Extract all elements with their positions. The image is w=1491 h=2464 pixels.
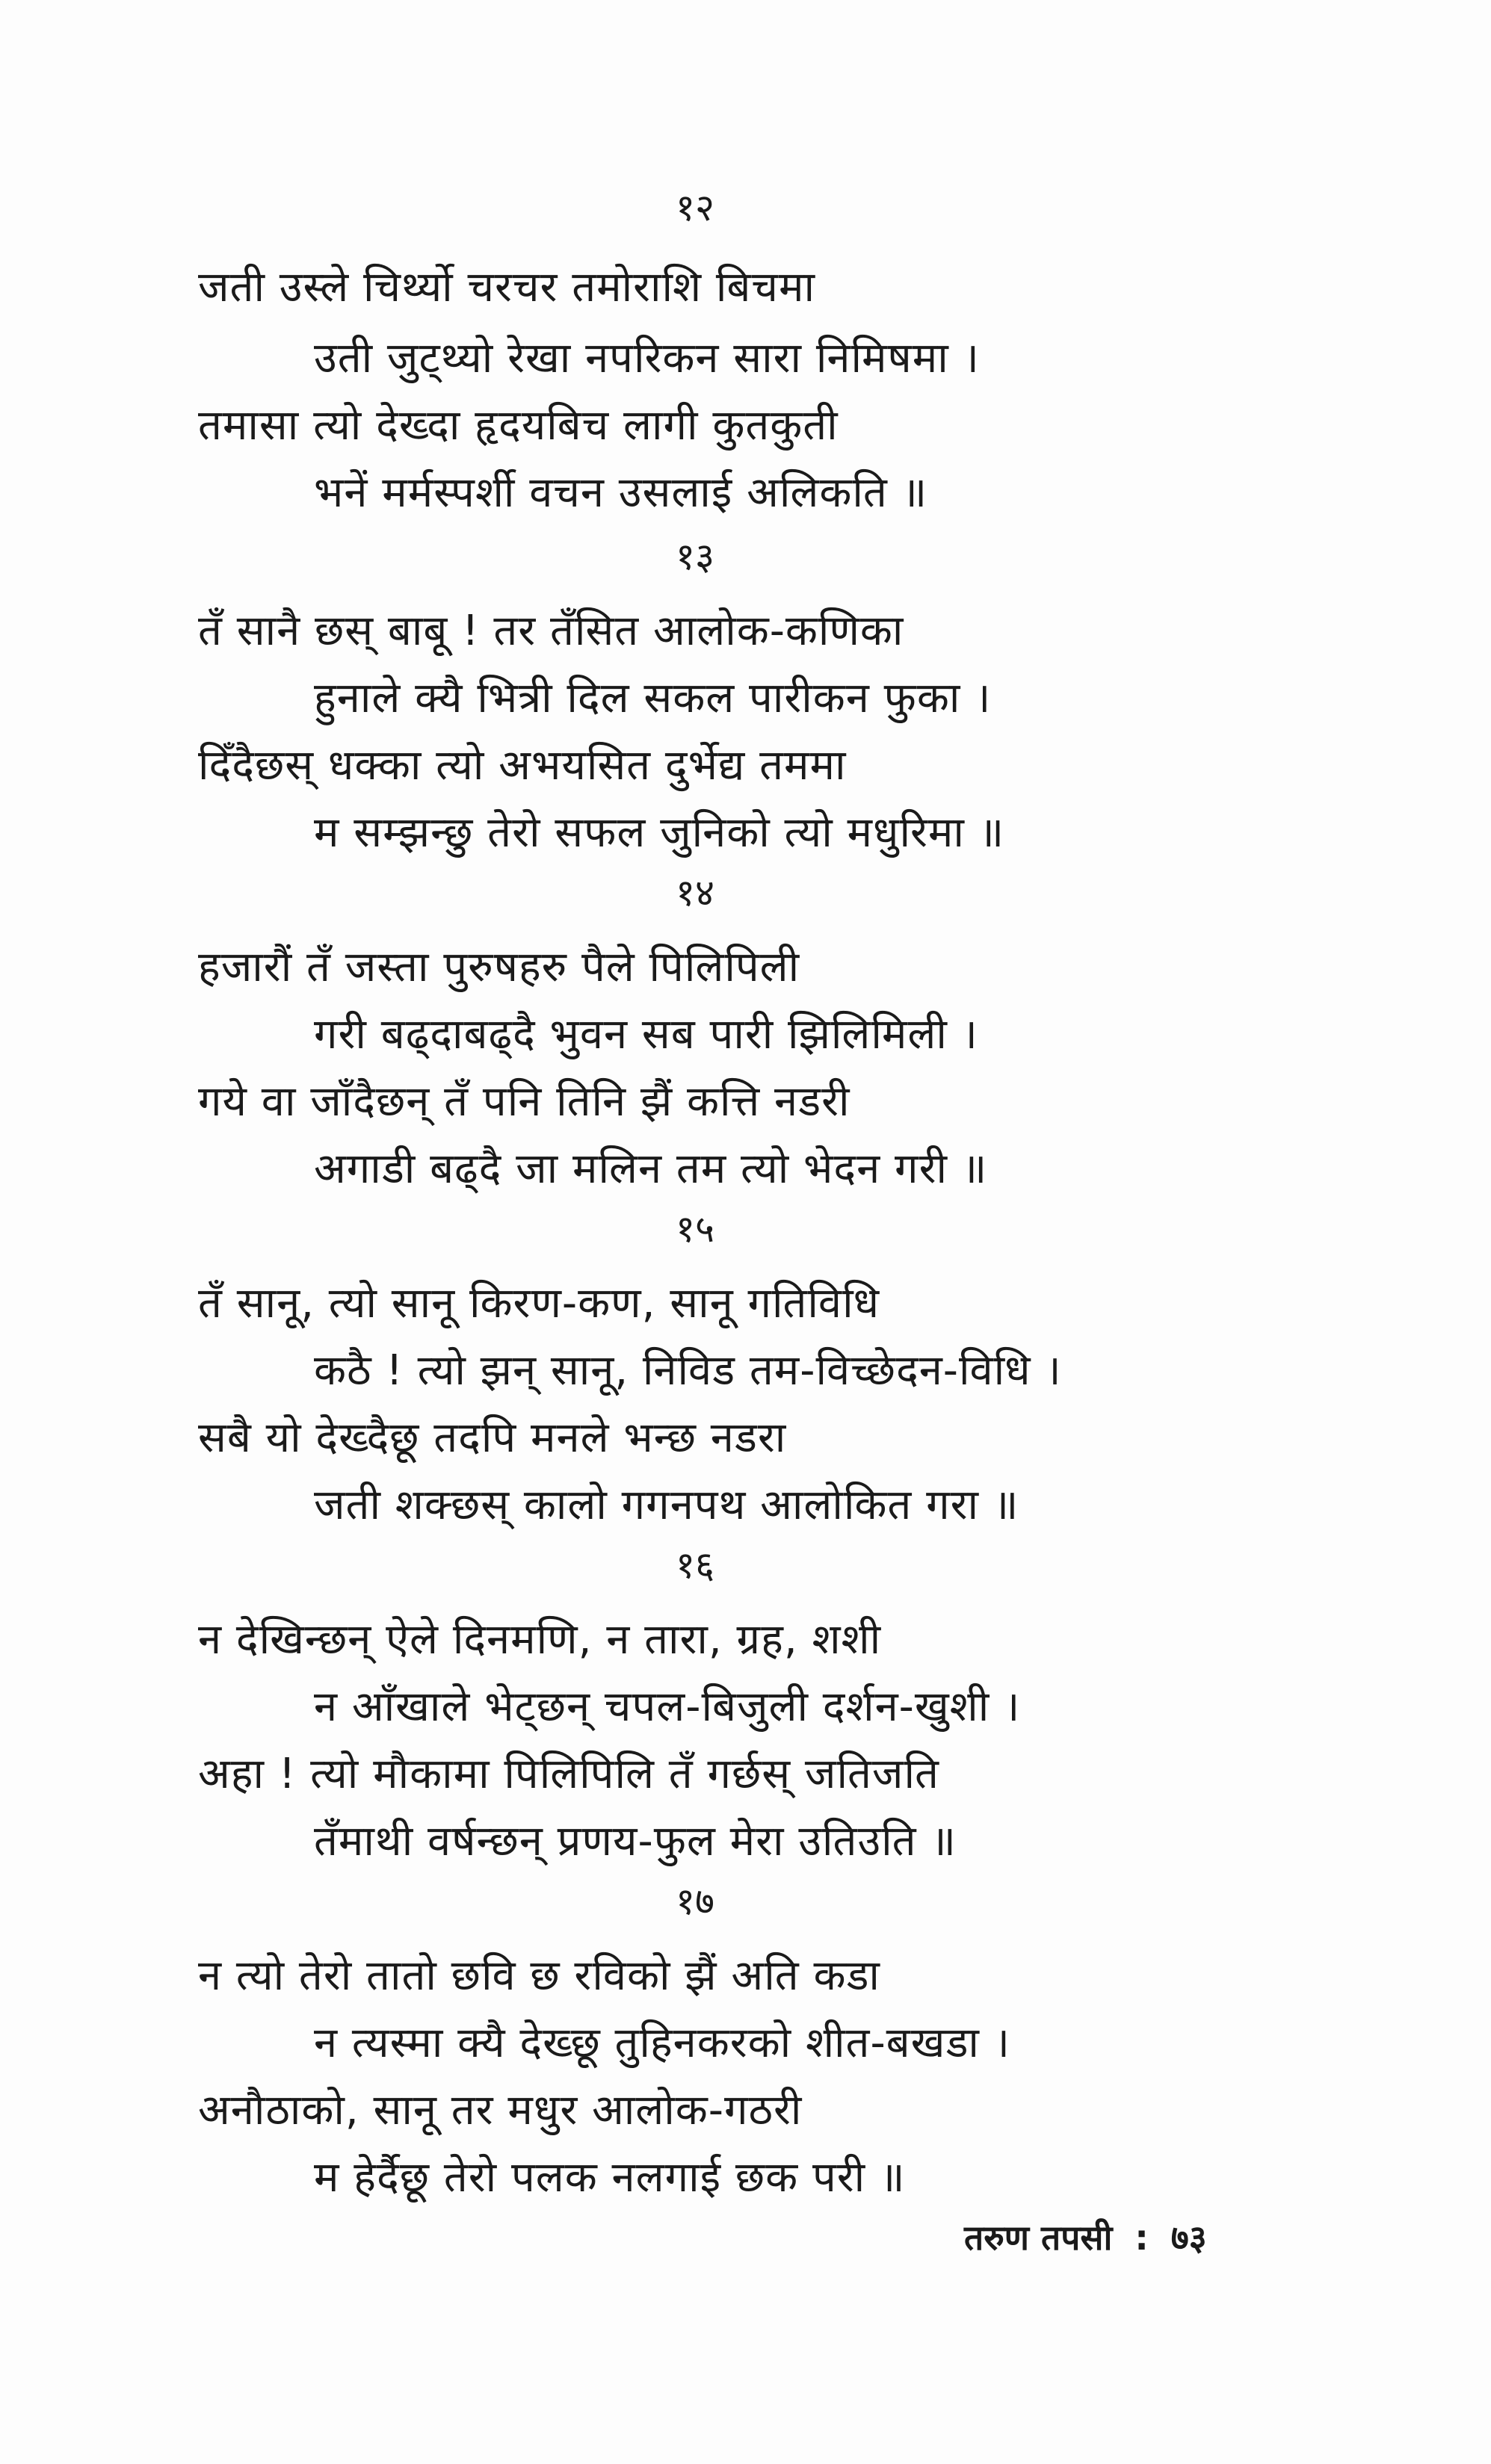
stanza-number: १७ [676,1880,714,1923]
verse-line: अगाडी बढ्दै जा मलिन तम त्यो भेदन गरी ॥ [314,1145,988,1193]
footer-separator: : [1135,2217,1149,2258]
verse-line: दिँदैछस् धक्का त्यो अभयसित दुर्भेद्य तममा [198,741,847,790]
verse-line: न त्यस्मा क्यै देख्छू तुहिनकरको शीत-बखडा । [314,2019,1010,2067]
verse-line: हजारौं तँ जस्ता पुरुषहरु पैले पिलिपिली [198,943,800,991]
page-number: ७३ [1170,2217,1207,2258]
stanza-number: १२ [676,186,714,229]
verse-line: गरी बढ्दाबढ्दै भुवन सब पारी झिलिमिली । [314,1010,978,1059]
verse-line: भनें मर्मस्पर्शी वचन उसलाई अलिकति ॥ [314,468,928,517]
verse-line: म हेर्दैछू तेरो पलक नलगाई छक परी ॥ [314,2153,906,2202]
verse-line: हुनाले क्यै भित्री दिल सकल पारीकन फुका । [314,674,992,722]
stanza-number: १५ [676,1207,714,1251]
verse-line: तँमाथी वर्षन्छन् प्रणय-फुल मेरा उतिउति ॥ [314,1817,957,1866]
verse-line: न देखिन्छन् ऐले दिनमणि, न तारा, ग्रह, शशी [198,1615,882,1664]
verse-line: उती जुट्थ्यो रेखा नपरिकन सारा निमिषमा । [314,334,980,383]
page-footer [964,2215,1207,2260]
verse-line: सबै यो देख्दैछू तदपि मनले भन्छ नडरा [198,1414,787,1462]
stanza-number: १४ [676,871,714,914]
verse-line: न त्यो तेरो तातो छवि छ रविको झैं अति कडा [198,1951,880,2000]
book-title: तरुण तपसी [964,2217,1113,2258]
verse-line: तँ सानू, त्यो सानू किरण-कण, सानू गतिविधि [198,1279,880,1328]
stanza-number: १६ [676,1544,714,1587]
stanza-number: १३ [676,535,714,578]
verse-line: अनौठाको, सानू तर मधुर आलोक-गठरी [198,2086,803,2135]
verse-line: जती उस्ले चिर्थ्यो चरचर तमोराशि बिचमा [198,263,815,312]
verse-line: गये वा जाँदैछन् तँ पनि तिनि झैं कत्ति नडरी [198,1077,851,1126]
verse-line: तमासा त्यो देख्दा हृदयबिच लागी कुतकुती [198,401,839,450]
verse-line: न आँखाले भेट्छन् चपल-बिजुली दर्शन-खुशी । [314,1683,1021,1731]
verse-line: जती शक्छस् कालो गगनपथ आलोकित गरा ॥ [314,1481,1019,1529]
verse-line: तँ सानै छस् बाबू ! तर तँसित आलोक-कणिका [198,607,904,655]
verse-line: अहा ! त्यो मौकामा पिलिपिलि तँ गर्छस् जतिजति [198,1750,939,1798]
verse-line: म सम्झन्छु तेरो सफल जुनिको त्यो मधुरिमा ॥ [314,808,1005,857]
verse-line: कठै ! त्यो झन् सानू, निविड तम-विच्छेदन-विधि । [314,1346,1062,1395]
